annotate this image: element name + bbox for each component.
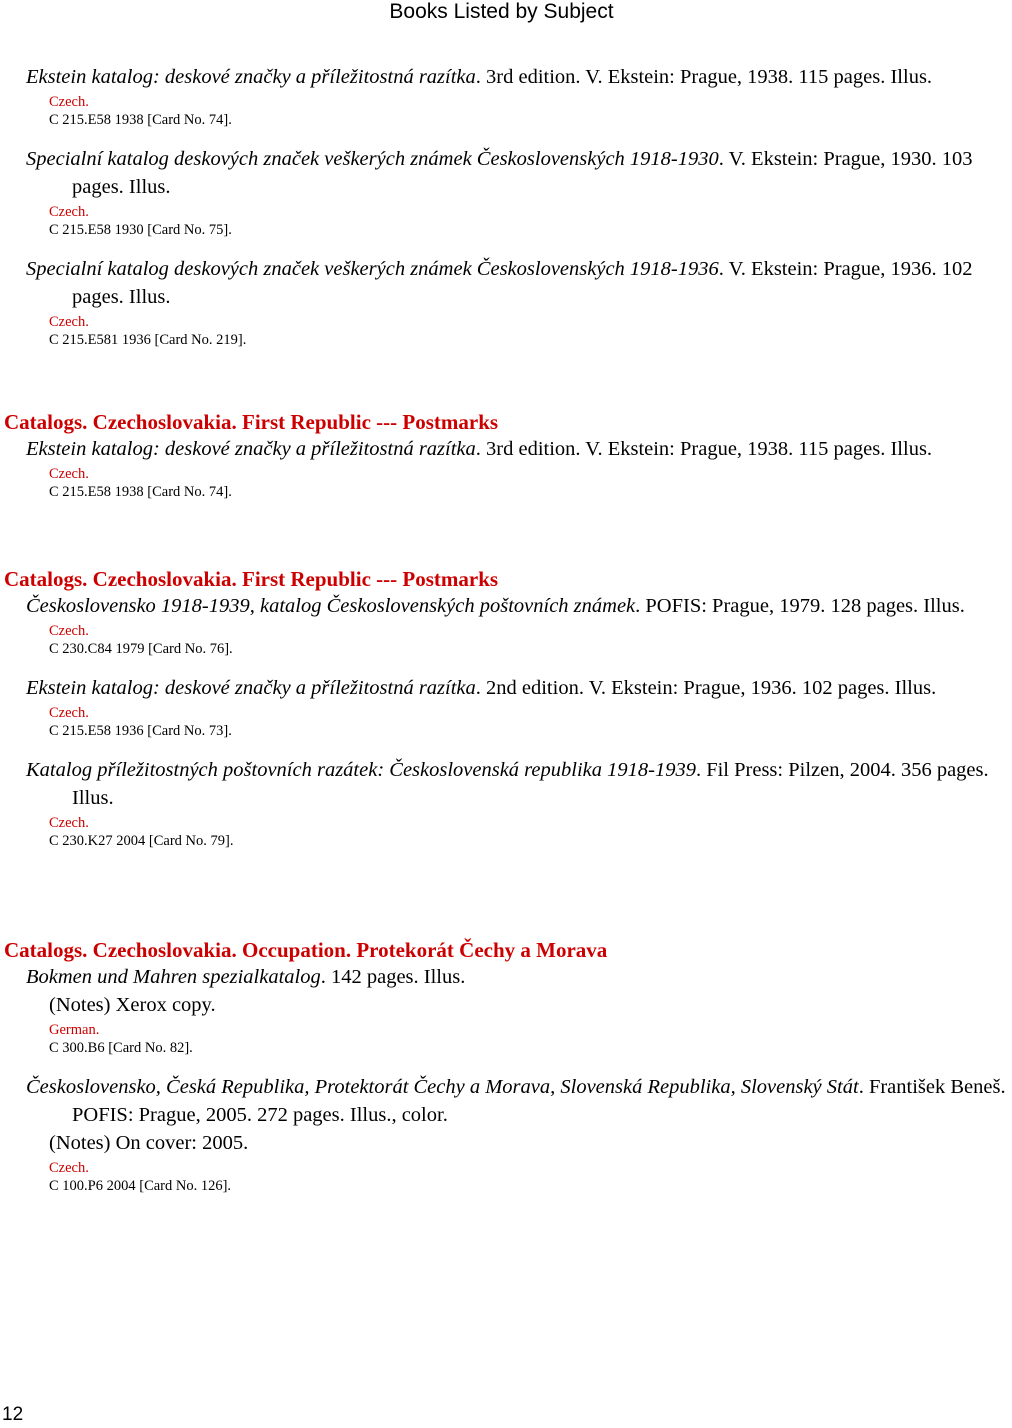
call-number: C 300.B6 [Card No. 82]. <box>49 1040 193 1056</box>
book-entry <box>26 674 960 740</box>
call-number: C 230.K27 2004 [Card No. 79]. <box>49 833 234 849</box>
book-title: Specialní katalog deskových značek veškerých známek Československých 1918-1930 <box>26 148 719 170</box>
book-title: Specialní katalog deskových značek veškerých známek Československých 1918-1936 <box>26 258 719 280</box>
subject-section <box>0 566 989 850</box>
call-number: C 215.E58 1930 [Card No. 75]. <box>49 222 232 238</box>
book-notes: (Notes) On cover: 2005. <box>49 1132 249 1154</box>
call-number: C 215.E58 1938 [Card No. 74]. <box>49 484 232 500</box>
page-number: 12 <box>2 1404 24 1425</box>
book-title: Bokmen und Mahren spezialkatalog <box>26 966 321 988</box>
book-entry <box>26 145 973 239</box>
subject-heading: Catalogs. Czechoslovakia. Occupation. Protekorát Čechy a Morava <box>4 938 608 962</box>
book-title: Ekstein katalog: deskové značky a příležitostná razítka <box>26 438 476 460</box>
book-details: . POFIS: Prague, 1979. 128 pages. Illus. <box>635 595 965 617</box>
subject-heading: Catalogs. Czechoslovakia. First Republic --- Postmarks <box>4 410 499 434</box>
book-language: Czech. <box>49 204 89 220</box>
book-details: . 2nd edition. V. Ekstein: Prague, 1936. 102 pages. Illus. <box>475 677 937 699</box>
subject-section <box>0 409 960 501</box>
book-details: . 142 pages. Illus. <box>320 966 466 988</box>
subject-heading: Catalogs. Czechoslovakia. First Republic --- Postmarks <box>4 567 499 591</box>
book-language: Czech. <box>49 94 89 110</box>
book-entry <box>26 1073 1006 1195</box>
book-entry <box>26 435 960 501</box>
book-details: . V. Ekstein: Prague, 1936. 102 pages. Illus. <box>72 258 973 308</box>
book-title: Československo 1918-1939, katalog Československých poštovních známek <box>26 595 636 617</box>
subject-section <box>0 63 973 349</box>
book-language: Czech. <box>49 466 89 482</box>
book-language: Czech. <box>49 815 89 831</box>
book-details: . František Beneš. POFIS: Prague, 2005. 272 pages. Illus., color. <box>72 1076 1006 1126</box>
book-details: . 3rd edition. V. Ekstein: Prague, 1938. 115 pages. Illus. <box>475 66 933 88</box>
book-notes: (Notes) Xerox copy. <box>49 994 216 1016</box>
book-language: German. <box>49 1022 100 1038</box>
book-details: . 3rd edition. V. Ekstein: Prague, 1938. 115 pages. Illus. <box>475 438 933 460</box>
book-language: Czech. <box>49 623 89 639</box>
book-title: Ekstein katalog: deskové značky a příležitostná razítka <box>26 66 476 88</box>
book-entry <box>26 756 989 850</box>
subject-section <box>0 937 1006 1195</box>
call-number: C 215.E58 1936 [Card No. 73]. <box>49 723 232 739</box>
page-header: Books Listed by Subject <box>389 0 614 23</box>
book-language: Czech. <box>49 314 89 330</box>
book-title: Ekstein katalog: deskové značky a příležitostná razítka <box>26 677 476 699</box>
book-language: Czech. <box>49 1160 89 1176</box>
call-number: C 230.C84 1979 [Card No. 76]. <box>49 641 233 657</box>
call-number: C 215.E58 1938 [Card No. 74]. <box>49 112 232 128</box>
call-number: C 100.P6 2004 [Card No. 126]. <box>49 1178 232 1194</box>
book-details: . Fil Press: Pilzen, 2004. 356 pages. Illus. <box>72 759 989 809</box>
book-language: Czech. <box>49 705 89 721</box>
call-number: C 215.E581 1936 [Card No. 219]. <box>49 332 247 348</box>
book-entry <box>26 592 965 658</box>
book-title: Katalog příležitostných poštovních razátek: Československá republika 1918-1939 <box>26 759 696 781</box>
book-entry <box>26 63 960 129</box>
book-title: Československo, Česká Republika, Protektorát Čechy a Morava, Slovenská Republika, Slovenský Stát <box>26 1076 859 1098</box>
book-entry <box>26 255 973 349</box>
book-details: . V. Ekstein: Prague, 1930. 103 pages. Illus. <box>72 148 973 198</box>
book-entry <box>26 963 960 1057</box>
